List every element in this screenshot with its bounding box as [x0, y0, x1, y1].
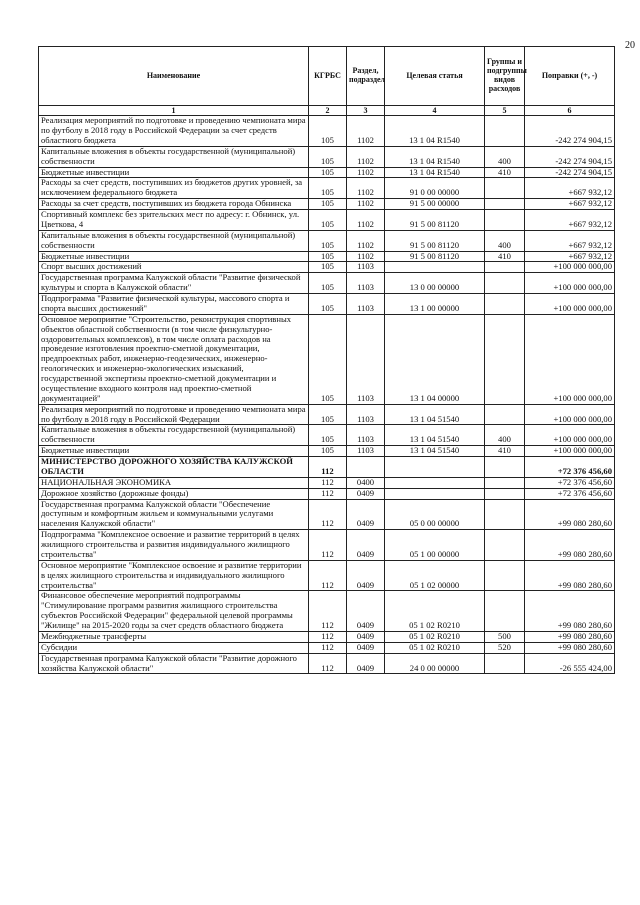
row-amount: +100 000 000,00	[525, 273, 615, 294]
row-name: Основное мероприятие "Строительство, реконструкция спортивных объектов областной собственности (в том числе физкультурно-оздоровительных комплексов), в том числе оплата расходов на проведение изготовления проектно-сметной документации, предпроектных работ, инженерно-геодезических, инженерно-геологических и инженерно-экологических изысканий, государственной экспертизы проектно-сметной документации и осуществление входного контроля над проектно-сметной документацией"	[39, 314, 309, 404]
row-kgrbs: 105	[309, 178, 347, 199]
row-name: Спорт высших достижений	[39, 262, 309, 273]
table-row	[39, 167, 615, 178]
row-kgrbs: 112	[309, 631, 347, 642]
row-kgrbs: 112	[309, 653, 347, 674]
row-group	[485, 314, 525, 404]
row-target	[385, 488, 485, 499]
row-target: 13 1 04 51540	[385, 404, 485, 425]
row-section: 0409	[347, 499, 385, 530]
row-group: 520	[485, 642, 525, 653]
row-name: НАЦИОНАЛЬНАЯ ЭКОНОМИКА	[39, 477, 309, 488]
row-amount: +100 000 000,00	[525, 294, 615, 315]
table-row	[39, 499, 615, 530]
row-amount: +100 000 000,00	[525, 404, 615, 425]
row-group	[485, 199, 525, 210]
row-group: 400	[485, 425, 525, 446]
col-number: 3	[347, 106, 385, 116]
row-name: Бюджетные инвестиции	[39, 446, 309, 457]
row-name: Спортивный комплекс без зрительских мест по адресу: г. Обнинск, ул. Цветкова, 4	[39, 210, 309, 231]
row-section: 1102	[347, 251, 385, 262]
row-group: 410	[485, 446, 525, 457]
table-row	[39, 530, 615, 561]
row-group	[485, 560, 525, 591]
table-row	[39, 560, 615, 591]
row-group	[485, 273, 525, 294]
row-target: 91 0 00 00000	[385, 178, 485, 199]
row-section: 0409	[347, 530, 385, 561]
table-row	[39, 273, 615, 294]
row-amount: -242 274 904,15	[525, 146, 615, 167]
table-row	[39, 314, 615, 404]
header-target: Целевая статья	[385, 47, 485, 106]
row-name: Основное мероприятие "Комплексное освоение и развитие территории в целях жилищного строительства и индивидуального жилищного строительства"	[39, 560, 309, 591]
row-group	[485, 499, 525, 530]
row-section: 1102	[347, 199, 385, 210]
row-group	[485, 530, 525, 561]
row-kgrbs: 112	[309, 477, 347, 488]
row-section: 1103	[347, 273, 385, 294]
header-name: Наименование	[39, 47, 309, 106]
row-section: 1103	[347, 314, 385, 404]
page-number: 20	[625, 40, 635, 51]
row-section: 0409	[347, 653, 385, 674]
row-target: 05 1 02 R0210	[385, 642, 485, 653]
row-amount: +72 376 456,60	[525, 457, 615, 478]
row-target: 91 5 00 81120	[385, 210, 485, 231]
row-target: 13 1 04 51540	[385, 425, 485, 446]
row-amount: +99 080 280,60	[525, 631, 615, 642]
row-name: Расходы за счет средств, поступивших из бюджета города Обнинска	[39, 199, 309, 210]
table-row	[39, 488, 615, 499]
header-section: Раздел, подраздел	[347, 47, 385, 106]
row-amount: +99 080 280,60	[525, 560, 615, 591]
row-section: 1103	[347, 262, 385, 273]
row-kgrbs: 105	[309, 116, 347, 147]
row-kgrbs: 112	[309, 642, 347, 653]
row-name: Государственная программа Калужской области "Развитие физической культуры и спорта в Калужской области"	[39, 273, 309, 294]
row-section: 1103	[347, 425, 385, 446]
row-amount: -242 274 904,15	[525, 167, 615, 178]
row-kgrbs: 105	[309, 425, 347, 446]
row-section: 0409	[347, 560, 385, 591]
table-row	[39, 262, 615, 273]
row-name: Государственная программа Калужской области "Развитие дорожного хозяйства Калужской области"	[39, 653, 309, 674]
table-row	[39, 425, 615, 446]
row-amount: +99 080 280,60	[525, 642, 615, 653]
row-section: 1102	[347, 178, 385, 199]
row-kgrbs: 105	[309, 314, 347, 404]
row-amount: +100 000 000,00	[525, 262, 615, 273]
row-amount: +667 932,12	[525, 251, 615, 262]
row-section: 1103	[347, 446, 385, 457]
header-row	[39, 47, 615, 106]
col-number: 4	[385, 106, 485, 116]
row-section	[347, 457, 385, 478]
table-row	[39, 199, 615, 210]
row-section: 1102	[347, 230, 385, 251]
row-amount: +99 080 280,60	[525, 499, 615, 530]
table-row	[39, 477, 615, 488]
row-target	[385, 457, 485, 478]
row-amount: +72 376 456,60	[525, 488, 615, 499]
row-section: 0409	[347, 631, 385, 642]
table-row	[39, 116, 615, 147]
row-group	[485, 653, 525, 674]
row-name: Межбюджетные трансферты	[39, 631, 309, 642]
row-kgrbs: 112	[309, 457, 347, 478]
table-row	[39, 146, 615, 167]
table-row	[39, 642, 615, 653]
row-group	[485, 178, 525, 199]
row-name: Капитальные вложения в объекты государственной (муниципальной) собственности	[39, 425, 309, 446]
table-row	[39, 446, 615, 457]
row-kgrbs: 112	[309, 488, 347, 499]
row-target: 13 1 04 R1540	[385, 167, 485, 178]
row-name: Бюджетные инвестиции	[39, 167, 309, 178]
row-name: Реализация мероприятий по подготовке и проведению чемпионата мира по футболу в 2018 году в Российской Федерации	[39, 404, 309, 425]
row-name: Субсидии	[39, 642, 309, 653]
row-name: Капитальные вложения в объекты государственной (муниципальной) собственности	[39, 146, 309, 167]
row-kgrbs: 105	[309, 199, 347, 210]
col-number: 5	[485, 106, 525, 116]
row-amount: +99 080 280,60	[525, 591, 615, 632]
row-group: 410	[485, 251, 525, 262]
row-amount: +100 000 000,00	[525, 425, 615, 446]
row-kgrbs: 105	[309, 251, 347, 262]
row-amount: +100 000 000,00	[525, 314, 615, 404]
table-row	[39, 653, 615, 674]
row-kgrbs: 105	[309, 146, 347, 167]
table-row	[39, 230, 615, 251]
row-section: 1102	[347, 116, 385, 147]
header-amendments: Поправки (+, -)	[525, 47, 615, 106]
row-target: 91 5 00 00000	[385, 199, 485, 210]
column-number-row	[39, 106, 615, 116]
row-name: Дорожное хозяйство (дорожные фонды)	[39, 488, 309, 499]
row-group	[485, 116, 525, 147]
col-number: 6	[525, 106, 615, 116]
row-target: 91 5 00 81120	[385, 251, 485, 262]
row-target: 13 1 04 00000	[385, 314, 485, 404]
row-name: Расходы за счет средств, поступивших из бюджетов других уровней, за исключением федерального бюджета	[39, 178, 309, 199]
table-row	[39, 210, 615, 231]
row-section: 0400	[347, 477, 385, 488]
row-amount: -242 274 904,15	[525, 116, 615, 147]
budget-amendments-table	[38, 46, 615, 674]
row-name: МИНИСТЕРСТВО ДОРОЖНОГО ХОЗЯЙСТВА КАЛУЖСКОЙ ОБЛАСТИ	[39, 457, 309, 478]
row-target	[385, 477, 485, 488]
row-kgrbs: 105	[309, 167, 347, 178]
row-kgrbs: 105	[309, 404, 347, 425]
row-group: 400	[485, 146, 525, 167]
col-number: 2	[309, 106, 347, 116]
row-group	[485, 591, 525, 632]
table-row	[39, 404, 615, 425]
row-amount: +667 932,12	[525, 199, 615, 210]
table-row	[39, 631, 615, 642]
row-kgrbs: 112	[309, 560, 347, 591]
row-kgrbs: 105	[309, 273, 347, 294]
row-target: 13 1 04 R1540	[385, 146, 485, 167]
row-kgrbs: 105	[309, 230, 347, 251]
row-target: 13 0 00 00000	[385, 273, 485, 294]
table-row	[39, 457, 615, 478]
row-amount: +667 932,12	[525, 230, 615, 251]
row-section: 0409	[347, 591, 385, 632]
row-name: Капитальные вложения в объекты государственной (муниципальной) собственности	[39, 230, 309, 251]
row-section: 1103	[347, 404, 385, 425]
row-kgrbs: 112	[309, 530, 347, 561]
row-name: Финансовое обеспечение мероприятий подпрограммы "Стимулирование программ развития жилищного строительства субъектов Российской Федерации" федеральной целевой программы "Жилище" на 2015-2020 годы за счет средств областного бюджета	[39, 591, 309, 632]
row-section: 0409	[347, 642, 385, 653]
row-section: 1102	[347, 210, 385, 231]
row-amount: +667 932,12	[525, 178, 615, 199]
row-section: 1102	[347, 167, 385, 178]
row-group	[485, 262, 525, 273]
row-group: 400	[485, 230, 525, 251]
row-name: Реализация мероприятий по подготовке и проведению чемпионата мира по футболу в 2018 году в Российской Федерации за счет средств областного бюджета	[39, 116, 309, 147]
table-row	[39, 178, 615, 199]
row-target: 13 1 04 51540	[385, 446, 485, 457]
table-row	[39, 591, 615, 632]
row-group	[485, 477, 525, 488]
row-group	[485, 457, 525, 478]
row-target: 13 1 04 R1540	[385, 116, 485, 147]
row-group	[485, 210, 525, 231]
row-section: 1102	[347, 146, 385, 167]
row-amount: +100 000 000,00	[525, 446, 615, 457]
row-target: 05 1 02 R0210	[385, 591, 485, 632]
row-kgrbs: 105	[309, 446, 347, 457]
row-kgrbs: 105	[309, 210, 347, 231]
row-amount: +72 376 456,60	[525, 477, 615, 488]
row-target: 13 1 00 00000	[385, 294, 485, 315]
row-kgrbs: 112	[309, 499, 347, 530]
row-target: 91 5 00 81120	[385, 230, 485, 251]
row-name: Бюджетные инвестиции	[39, 251, 309, 262]
row-kgrbs: 105	[309, 262, 347, 273]
row-amount: -26 555 424,00	[525, 653, 615, 674]
row-target	[385, 262, 485, 273]
row-name: Подпрограмма "Развитие физической культуры, массового спорта и спорта высших достижений"	[39, 294, 309, 315]
row-amount: +99 080 280,60	[525, 530, 615, 561]
row-group: 410	[485, 167, 525, 178]
row-target: 05 1 00 00000	[385, 530, 485, 561]
row-target: 05 1 02 00000	[385, 560, 485, 591]
row-group	[485, 488, 525, 499]
row-name: Государственная программа Калужской области "Обеспечение доступным и комфортным жильем и коммунальными услугами населения Калужской области"	[39, 499, 309, 530]
row-group: 500	[485, 631, 525, 642]
row-kgrbs: 112	[309, 591, 347, 632]
table-row	[39, 251, 615, 262]
header-kgrbs: КГРБС	[309, 47, 347, 106]
header-groups: Группы и подгруппы видов расходов	[485, 47, 525, 106]
row-target: 05 0 00 00000	[385, 499, 485, 530]
row-section: 1103	[347, 294, 385, 315]
row-target: 24 0 00 00000	[385, 653, 485, 674]
row-amount: +667 932,12	[525, 210, 615, 231]
row-section: 0409	[347, 488, 385, 499]
table-row	[39, 294, 615, 315]
row-group	[485, 294, 525, 315]
row-group	[485, 404, 525, 425]
row-kgrbs: 105	[309, 294, 347, 315]
col-number: 1	[39, 106, 309, 116]
row-target: 05 1 02 R0210	[385, 631, 485, 642]
row-name: Подпрограмма "Комплексное освоение и развитие территорий в целях жилищного строительства и развития индивидуального жилищного строительства"	[39, 530, 309, 561]
